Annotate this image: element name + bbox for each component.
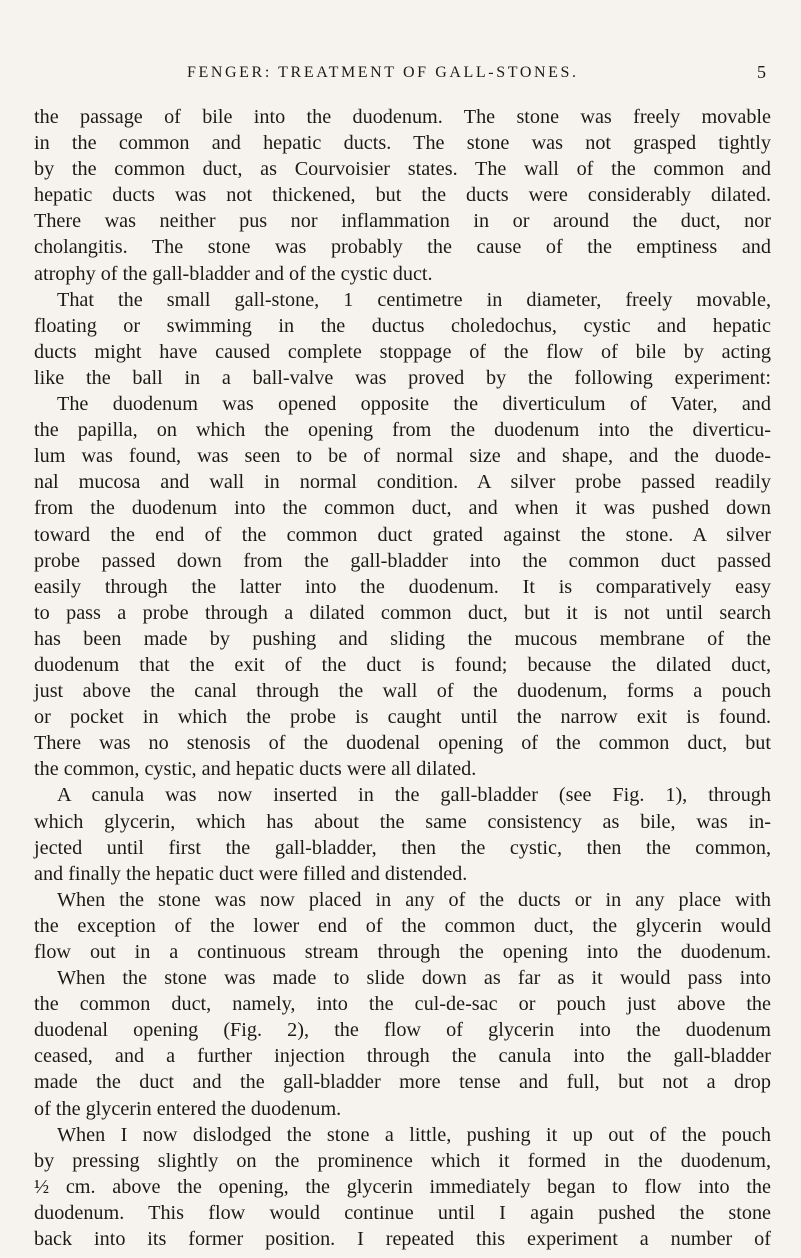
text-line: toward the end of the common duct grated against the stone. A silver — [34, 523, 771, 546]
text-line: the exception of the lower end of the common duct, the glycerin would — [34, 914, 771, 937]
text-line: easily through the latter into the duodenum. It is comparatively easy — [34, 575, 771, 598]
text-line: There was no stenosis of the duodenal opening of the common duct, but — [34, 732, 771, 755]
text-line: the common duct, namely, into the cul-de-sac or pouch just above the — [34, 993, 771, 1016]
text-line: There was neither pus nor inflammation in or around the duct, nor — [34, 210, 771, 233]
text-line: the common, cystic, and hepatic ducts were all dilated. — [34, 758, 477, 781]
text-line: jected until first the gall-bladder, then the cystic, then the common, — [34, 836, 771, 859]
text-line: A canula was now inserted in the gall-bladder (see Fig. 1), through — [57, 784, 771, 807]
text-line: ceased, and a further injection through the canula into the gall-bladder — [34, 1045, 771, 1068]
text-line: hepatic ducts was not thickened, but the ducts were considerably dilated. — [34, 184, 771, 207]
text-line: made the duct and the gall-bladder more tense and full, but not a drop — [34, 1071, 771, 1094]
text-line: in the common and hepatic ducts. The stone was not grasped tightly — [34, 132, 771, 155]
text-line: has been made by pushing and sliding the mucous membrane of the — [34, 627, 771, 650]
text-line: That the small gall-stone, 1 centimetre in diameter, freely movable, — [57, 288, 771, 311]
text-line: nal mucosa and wall in normal condition. A silver probe passed readily — [34, 471, 771, 494]
text-line: which glycerin, which has about the same consistency as bile, was in- — [34, 810, 771, 833]
text-line: to pass a probe through a dilated common duct, but it is not until search — [34, 601, 771, 624]
text-line: When I now dislodged the stone a little, pushing it up out of the pouch — [57, 1123, 771, 1146]
text-line: from the duodenum into the common duct, and when it was pushed down — [34, 497, 771, 520]
text-line: and finally the hepatic duct were filled and distended. — [34, 862, 468, 885]
text-line: probe passed down from the gall-bladder into the common duct passed — [34, 549, 771, 572]
text-line: or pocket in which the probe is caught until the narrow exit is found. — [34, 706, 771, 729]
text-line: cholangitis. The stone was probably the cause of the emptiness and — [34, 236, 771, 259]
body-text — [34, 104, 771, 1252]
text-line: the passage of bile into the duodenum. The stone was freely movable — [34, 106, 771, 128]
text-line: the papilla, on which the opening from the duodenum into the diverticu- — [34, 419, 771, 442]
running-head: FENGER: TREATMENT OF GALL-STONES. — [187, 64, 579, 81]
text-line: flow out in a continuous stream through the opening into the duodenum. — [34, 941, 771, 963]
text-line: duodenal opening (Fig. 2), the flow of glycerin into the duodenum — [34, 1019, 771, 1042]
text-line: The duodenum was opened opposite the diverticulum of Vater, and — [57, 393, 771, 416]
text-line: by the common duct, as Courvoisier states. The wall of the common and — [34, 158, 771, 181]
text-line: When the stone was now placed in any of the ducts or in any place with — [57, 888, 771, 911]
text-line: ½ cm. above the opening, the glycerin immediately began to flow into the — [34, 1175, 771, 1198]
page-number: 5 — [757, 62, 766, 82]
text-line: duodenum. This flow would continue until I again pushed the stone — [34, 1201, 771, 1224]
text-line: lum was found, was seen to be of normal size and shape, and the duode- — [34, 445, 771, 468]
text-line: of the glycerin entered the duodenum. — [34, 1097, 342, 1120]
text-line: just above the canal through the wall of the duodenum, forms a pouch — [34, 680, 771, 703]
text-line: like the ball in a ball-valve was proved by the following experiment: — [34, 366, 771, 389]
text-line: floating or swimming in the ductus choledochus, cystic and hepatic — [34, 314, 771, 337]
text-line: by pressing slightly on the prominence which it formed in the duodenum, — [34, 1149, 771, 1172]
text-line: ducts might have caused complete stoppage of the flow of bile by acting — [34, 340, 771, 363]
text-line: back into its former position. I repeated this experiment a number of — [34, 1228, 771, 1251]
text-line: When the stone was made to slide down as far as it would pass into — [57, 967, 771, 990]
text-line: duodenum that the exit of the duct is found; because the dilated duct, — [34, 653, 771, 676]
text-line: atrophy of the gall-bladder and of the cystic duct. — [34, 262, 433, 285]
